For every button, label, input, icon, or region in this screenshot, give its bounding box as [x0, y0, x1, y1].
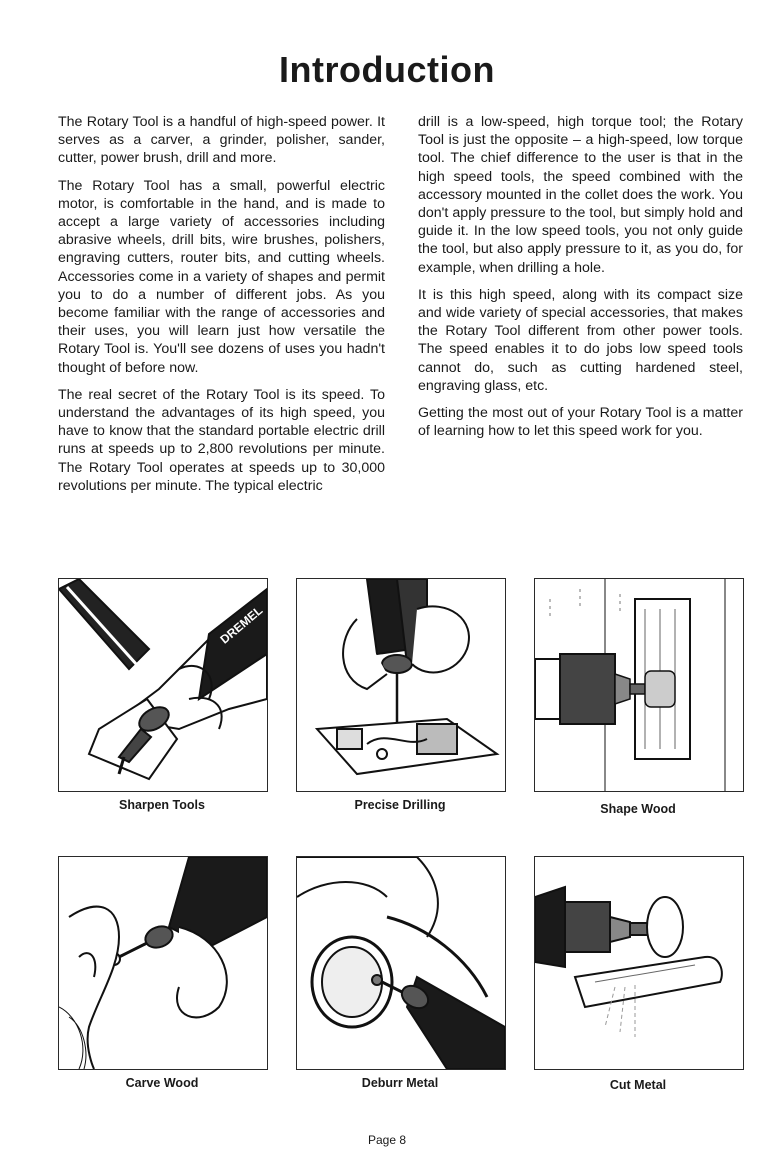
figure-caption: Shape Wood — [600, 802, 676, 816]
figure-caption: Sharpen Tools — [119, 798, 205, 812]
left-text-column — [58, 113, 385, 504]
precise-drilling-illustration — [296, 578, 506, 792]
paragraph: Getting the most out of your Rotary Tool is a matter of learning how to let this speed work for you. — [418, 405, 743, 440]
paragraph: The real secret of the Rotary Tool is its speed. To understand the advantages of its high speed, you have to know that the standard portable electric drill runs at speeds up to 2,800 revolutions per minute. The Rotary Tool operates at speeds up to 30,000 revolutions per minute. The typical electric — [58, 386, 385, 494]
cut-metal-illustration — [534, 856, 744, 1070]
tool-brand-mark: DREMEL — [217, 603, 266, 647]
figure-caption: Deburr Metal — [361, 1076, 439, 1090]
sharpen-tools-illustration — [58, 578, 268, 792]
page-number: Page 8 — [367, 1133, 407, 1147]
paragraph: The Rotary Tool is a handful of high-speed power. It serves as a carver, a grinder, polisher, sander, cutter, power brush, drill and more. — [58, 114, 385, 167]
deburr-metal-illustration — [296, 856, 506, 1070]
shape-wood-illustration — [534, 578, 744, 792]
figure-caption: Precise Drilling — [354, 798, 446, 812]
paragraph: It is this high speed, along with its compact size and wide variety of special accessories, that makes the Rotary Tool different from other power tools. The speed enables it to do jobs low speed tools cannot do, such as cutting hardened steel, engraving glass, etc. — [418, 286, 743, 394]
carve-wood-illustration — [58, 856, 268, 1070]
figure-caption: Carve Wood — [125, 1076, 199, 1090]
page-title: Introduction — [279, 49, 495, 90]
paragraph: The Rotary Tool has a small, powerful electric motor, is comfortable in the hand, and is made to accept a large variety of accessories including abrasive wheels, drill bits, wire brushes, polishers, engraving cutters, router bits, and cutting wheels. Accessories come in a variety of shapes and permit you to do a number of different jobs. As you become familiar with the range of accessories and their uses, you will learn just how versatile the Rotary Tool is. You'll see dozens of uses you hadn't thought of before now. — [58, 177, 385, 376]
right-text-column — [418, 113, 743, 449]
figure-caption: Cut Metal — [609, 1078, 667, 1092]
paragraph: drill is a low-speed, high torque tool; the Rotary Tool is just the opposite – a high-speed, low torque tool. The chief difference to the user is that in the high speed tools, the speed combined with the accessory mounted in the collet does the work. You don't apply pressure to the tool, but simply hold and guide it. In the low speed tools, you not only guide the tool, but also apply pressure to it, as you do, for example, when drilling a hole. — [418, 114, 743, 276]
